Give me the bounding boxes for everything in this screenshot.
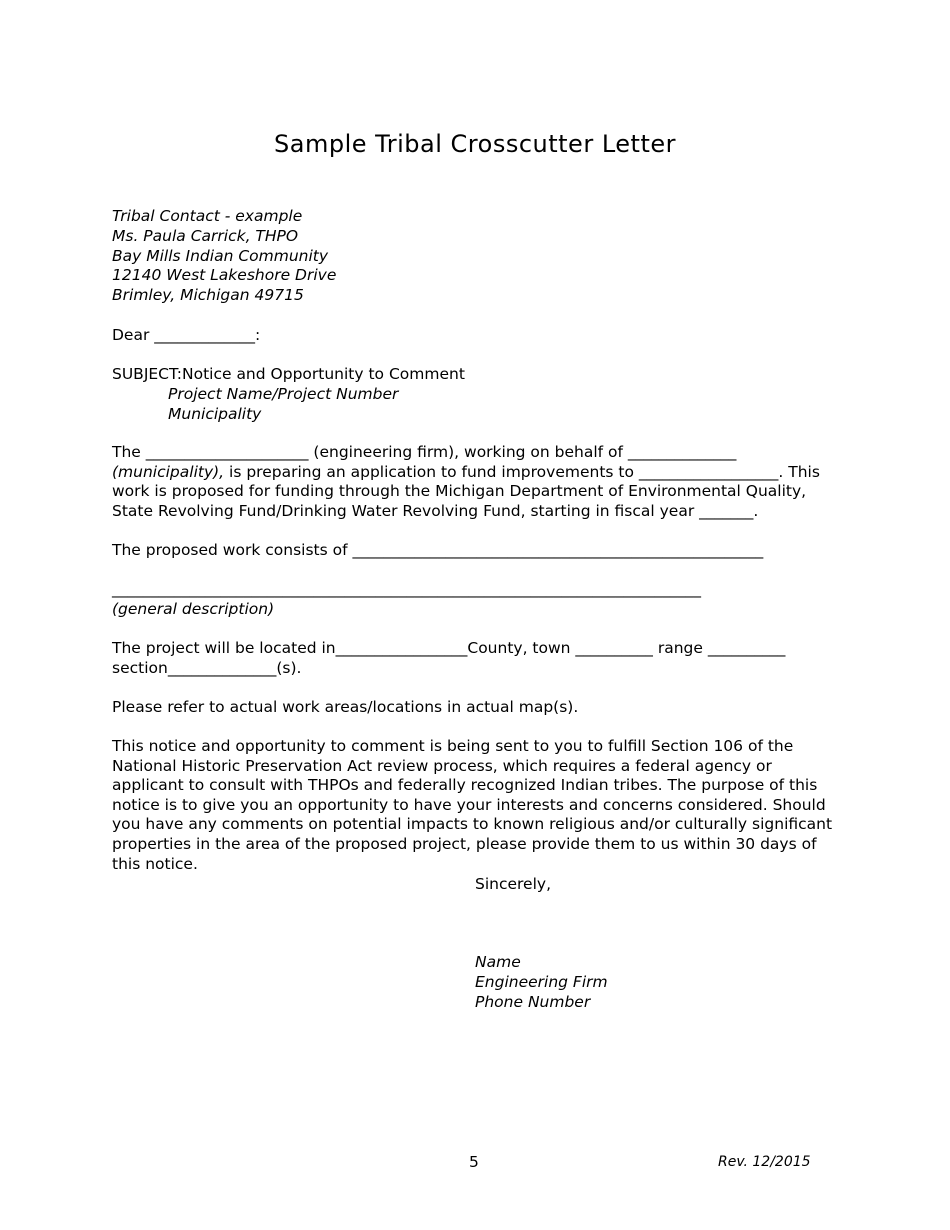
signature-name: Name (475, 953, 521, 971)
address-line: 12140 West Lakeshore Drive (112, 266, 337, 285)
salutation: Dear _____________: (112, 326, 261, 344)
general-description-note: (general description) (112, 599, 275, 618)
paragraph-map-reference: Please refer to actual work areas/locations in actual map(s). (112, 698, 579, 716)
signature-block (475, 953, 608, 1012)
closing: Sincerely, (475, 875, 552, 893)
paragraph-lead: The _____________________ (engineering firm), working on behalf of ______________ (112, 443, 737, 461)
page-title: Sample Tribal Crosscutter Letter (274, 130, 676, 158)
recipient-address (112, 207, 336, 306)
paragraph-engineering-firm (112, 443, 837, 521)
proposed-work-line: The proposed work consists of _____________________________________________________ (112, 541, 764, 559)
subject-heading: SUBJECT:Notice and Opportunity to Comment (112, 365, 465, 383)
address-line: Tribal Contact - example (112, 207, 303, 225)
revision-date: Rev. 12/2015 (718, 1154, 811, 1170)
subject-project-name: Project Name/Project Number (168, 384, 399, 403)
section-line: section______________(s). (112, 658, 302, 677)
address-line: Bay Mills Indian Community (112, 246, 329, 265)
subject-municipality: Municipality (168, 404, 262, 423)
address-line: Brimley, Michigan 49715 (112, 286, 304, 305)
page-number: 5 (469, 1153, 479, 1171)
signature-phone: Phone Number (475, 992, 591, 1011)
paragraph-proposed-work (112, 541, 837, 619)
location-line: The project will be located in_________________County, town __________ range __________ (112, 639, 786, 657)
proposed-work-blank-line: ____________________________________________________________________________ (112, 580, 701, 599)
address-line: Ms. Paula Carrick, THPO (112, 226, 299, 245)
paragraph-location (112, 639, 837, 678)
paragraph-section-106: This notice and opportunity to comment is being sent to you to fulfill Section 106 of the National Historic Preservation Act review process, which requires a federal agency or applicant to consult with THPOs and federally recognized Indian tribes. The purpose of this notice is to give you an opportunity to have your interests and concerns considered. Should you have any comments on potential impacts to known religious and/or culturally significant properties in the area of the proposed project, please provide them to us within 30 days of this notice. (112, 737, 833, 873)
subject-block (112, 365, 465, 424)
signature-firm: Engineering Firm (475, 972, 608, 991)
paragraph-rest: is preparing an application to fund improvements to __________________. This work is proposed for funding through the Michigan Department of Environmental Quality, State Revolving Fund/Drinking Water Revolving Fund, starting in fiscal year _______. (112, 462, 820, 520)
municipality-note: (municipality), (112, 462, 225, 481)
